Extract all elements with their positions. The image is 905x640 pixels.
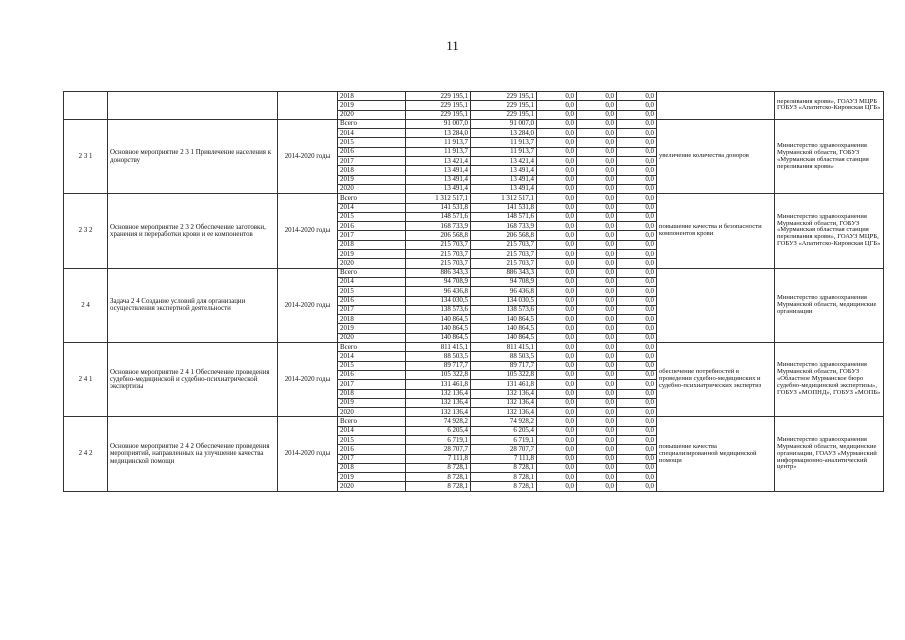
federal-budget-cell: 0,0	[537, 343, 577, 352]
local-budget-cell: 0,0	[577, 380, 617, 389]
other-sources-cell: 0,0	[617, 240, 657, 249]
regional-budget-cell: 13 421,4	[471, 157, 537, 166]
total-cell: 168 733,9	[406, 222, 471, 231]
total-cell: 215 703,7	[406, 259, 471, 268]
other-sources-cell: 0,0	[617, 138, 657, 147]
year-cell: 2018	[338, 240, 406, 249]
expected-result: повышение качества специализированной медицинской помощи	[657, 417, 775, 491]
section-name: Основное мероприятие 2 4 1 Обеспечение проведения судебно-медицинской и судебно-психиатрической экспертизы	[108, 343, 278, 417]
federal-budget-cell: 0,0	[537, 240, 577, 249]
local-budget-cell: 0,0	[577, 324, 617, 333]
local-budget-cell: 0,0	[577, 370, 617, 379]
federal-budget-cell: 0,0	[537, 380, 577, 389]
federal-budget-cell: 0,0	[537, 417, 577, 426]
regional-budget-cell: 140 864,5	[471, 324, 537, 333]
federal-budget-cell: 0,0	[537, 463, 577, 472]
other-sources-cell: 0,0	[617, 398, 657, 407]
local-budget-cell: 0,0	[577, 268, 617, 277]
year-cell: 2014	[338, 203, 406, 212]
regional-budget-cell: 134 030,5	[471, 296, 537, 305]
other-sources-cell: 0,0	[617, 426, 657, 435]
regional-budget-cell: 229 195,1	[471, 101, 537, 110]
year-cell: 2018	[338, 463, 406, 472]
regional-budget-cell: 215 703,7	[471, 259, 537, 268]
regional-budget-cell: 215 703,7	[471, 250, 537, 259]
year-cell: 2019	[338, 324, 406, 333]
regional-budget-cell: 91 007,0	[471, 119, 537, 128]
other-sources-cell: 0,0	[617, 389, 657, 398]
other-sources-cell: 0,0	[617, 315, 657, 324]
local-budget-cell: 0,0	[577, 445, 617, 454]
total-cell: 11 913,7	[406, 147, 471, 156]
year-cell: 2020	[338, 259, 406, 268]
other-sources-cell: 0,0	[617, 268, 657, 277]
local-budget-cell: 0,0	[577, 138, 617, 147]
regional-budget-cell: 89 717,7	[471, 361, 537, 370]
other-sources-cell: 0,0	[617, 101, 657, 110]
year-cell: 2019	[338, 101, 406, 110]
regional-budget-cell: 6 205,4	[471, 426, 537, 435]
federal-budget-cell: 0,0	[537, 259, 577, 268]
responsible-executors: Министерство здравоохранения Мурманской области, ГОБУЗ «Мурманская областная станция переливания крови», ГОАУЗ МЦРБ, ГОБУЗ «Апатитско-Кировская ЦГБ»	[775, 194, 884, 268]
federal-budget-cell: 0,0	[537, 296, 577, 305]
total-cell: 148 571,6	[406, 212, 471, 221]
year-cell: 2017	[338, 305, 406, 314]
year-cell: 2015	[338, 287, 406, 296]
other-sources-cell: 0,0	[617, 333, 657, 342]
federal-budget-cell: 0,0	[537, 435, 577, 444]
year-cell: Всего	[338, 417, 406, 426]
section-period	[278, 92, 338, 120]
expected-result	[657, 92, 775, 120]
other-sources-cell: 0,0	[617, 119, 657, 128]
local-budget-cell: 0,0	[577, 361, 617, 370]
regional-budget-cell: 1 312 517,1	[471, 194, 537, 203]
local-budget-cell: 0,0	[577, 287, 617, 296]
year-cell: 2016	[338, 222, 406, 231]
federal-budget-cell: 0,0	[537, 445, 577, 454]
table-row	[64, 343, 884, 352]
regional-budget-cell: 7 111,8	[471, 454, 537, 463]
total-cell: 13 491,4	[406, 184, 471, 193]
other-sources-cell: 0,0	[617, 380, 657, 389]
federal-budget-cell: 0,0	[537, 315, 577, 324]
other-sources-cell: 0,0	[617, 296, 657, 305]
responsible-executors: переливания крови», ГОАУЗ МЦРБ ГОБУЗ «Апатитско-Кировская ЦГБ»	[775, 92, 884, 120]
expected-result: обеспечение потребностей в проведении судебно-медицинских и судебно-психиатрических экспертиз	[657, 343, 775, 417]
federal-budget-cell: 0,0	[537, 231, 577, 240]
year-cell: 2018	[338, 315, 406, 324]
regional-budget-cell: 6 719,1	[471, 435, 537, 444]
local-budget-cell: 0,0	[577, 398, 617, 407]
regional-budget-cell: 96 436,8	[471, 287, 537, 296]
local-budget-cell: 0,0	[577, 389, 617, 398]
regional-budget-cell: 28 707,7	[471, 445, 537, 454]
year-cell: 2015	[338, 435, 406, 444]
federal-budget-cell: 0,0	[537, 184, 577, 193]
federal-budget-cell: 0,0	[537, 454, 577, 463]
total-cell: 811 415,1	[406, 343, 471, 352]
section-period: 2014-2020 годы	[278, 268, 338, 342]
regional-budget-cell: 886 343,3	[471, 268, 537, 277]
regional-budget-cell: 131 461,8	[471, 380, 537, 389]
other-sources-cell: 0,0	[617, 203, 657, 212]
table-row	[64, 119, 884, 128]
year-cell: 2020	[338, 408, 406, 417]
local-budget-cell: 0,0	[577, 435, 617, 444]
federal-budget-cell: 0,0	[537, 92, 577, 101]
local-budget-cell: 0,0	[577, 333, 617, 342]
local-budget-cell: 0,0	[577, 129, 617, 138]
federal-budget-cell: 0,0	[537, 212, 577, 221]
regional-budget-cell: 138 573,6	[471, 305, 537, 314]
total-cell: 13 284,0	[406, 129, 471, 138]
regional-budget-cell: 8 728,1	[471, 482, 537, 491]
responsible-executors: Министерство здравоохранения Мурманской области, медицинские организации	[775, 268, 884, 342]
local-budget-cell: 0,0	[577, 110, 617, 119]
total-cell: 206 568,8	[406, 231, 471, 240]
local-budget-cell: 0,0	[577, 482, 617, 491]
total-cell: 229 195,1	[406, 92, 471, 101]
section-period: 2014-2020 годы	[278, 119, 338, 193]
year-cell: Всего	[338, 119, 406, 128]
section-name: Основное мероприятие 2 4 2 Обеспечение проведения мероприятий, направленных на улучшение качества медицинской помощи	[108, 417, 278, 491]
federal-budget-cell: 0,0	[537, 194, 577, 203]
year-cell: 2019	[338, 250, 406, 259]
other-sources-cell: 0,0	[617, 324, 657, 333]
year-cell: 2015	[338, 212, 406, 221]
section-code: 2 4	[64, 268, 108, 342]
local-budget-cell: 0,0	[577, 212, 617, 221]
federal-budget-cell: 0,0	[537, 277, 577, 286]
local-budget-cell: 0,0	[577, 473, 617, 482]
other-sources-cell: 0,0	[617, 194, 657, 203]
section-code: 2 4 2	[64, 417, 108, 491]
table-row	[64, 92, 884, 101]
local-budget-cell: 0,0	[577, 92, 617, 101]
total-cell: 89 717,7	[406, 361, 471, 370]
local-budget-cell: 0,0	[577, 194, 617, 203]
federal-budget-cell: 0,0	[537, 129, 577, 138]
federal-budget-cell: 0,0	[537, 389, 577, 398]
responsible-executors: Министерство здравоохранения Мурманской области, ГОБУЗ «Мурманская областная станция переливания крови»	[775, 119, 884, 193]
federal-budget-cell: 0,0	[537, 147, 577, 156]
local-budget-cell: 0,0	[577, 119, 617, 128]
federal-budget-cell: 0,0	[537, 408, 577, 417]
regional-budget-cell: 148 571,6	[471, 212, 537, 221]
section-period: 2014-2020 годы	[278, 194, 338, 268]
other-sources-cell: 0,0	[617, 408, 657, 417]
year-cell: 2016	[338, 147, 406, 156]
other-sources-cell: 0,0	[617, 231, 657, 240]
other-sources-cell: 0,0	[617, 361, 657, 370]
other-sources-cell: 0,0	[617, 343, 657, 352]
regional-budget-cell: 141 531,8	[471, 203, 537, 212]
total-cell: 6 205,4	[406, 426, 471, 435]
total-cell: 1 312 517,1	[406, 194, 471, 203]
regional-budget-cell: 74 928,2	[471, 417, 537, 426]
total-cell: 140 864,5	[406, 315, 471, 324]
other-sources-cell: 0,0	[617, 417, 657, 426]
local-budget-cell: 0,0	[577, 203, 617, 212]
year-cell: 2020	[338, 184, 406, 193]
local-budget-cell: 0,0	[577, 454, 617, 463]
year-cell: 2018	[338, 166, 406, 175]
year-cell: 2016	[338, 296, 406, 305]
regional-budget-cell: 88 503,5	[471, 352, 537, 361]
section-code	[64, 92, 108, 120]
regional-budget-cell: 140 864,5	[471, 315, 537, 324]
year-cell: 2014	[338, 426, 406, 435]
total-cell: 138 573,6	[406, 305, 471, 314]
regional-budget-cell: 215 703,7	[471, 240, 537, 249]
year-cell: Всего	[338, 343, 406, 352]
local-budget-cell: 0,0	[577, 352, 617, 361]
total-cell: 132 136,4	[406, 408, 471, 417]
local-budget-cell: 0,0	[577, 184, 617, 193]
federal-budget-cell: 0,0	[537, 324, 577, 333]
total-cell: 13 491,4	[406, 166, 471, 175]
other-sources-cell: 0,0	[617, 166, 657, 175]
total-cell: 74 928,2	[406, 417, 471, 426]
total-cell: 11 913,7	[406, 138, 471, 147]
total-cell: 7 111,8	[406, 454, 471, 463]
total-cell: 88 503,5	[406, 352, 471, 361]
other-sources-cell: 0,0	[617, 482, 657, 491]
regional-budget-cell: 13 491,4	[471, 184, 537, 193]
total-cell: 13 421,4	[406, 157, 471, 166]
federal-budget-cell: 0,0	[537, 287, 577, 296]
regional-budget-cell: 229 195,1	[471, 92, 537, 101]
year-cell: 2020	[338, 482, 406, 491]
other-sources-cell: 0,0	[617, 250, 657, 259]
federal-budget-cell: 0,0	[537, 203, 577, 212]
total-cell: 6 719,1	[406, 435, 471, 444]
year-cell: 2019	[338, 175, 406, 184]
local-budget-cell: 0,0	[577, 231, 617, 240]
federal-budget-cell: 0,0	[537, 175, 577, 184]
local-budget-cell: 0,0	[577, 277, 617, 286]
expected-result	[657, 268, 775, 342]
year-cell: 2019	[338, 398, 406, 407]
regional-budget-cell: 811 415,1	[471, 343, 537, 352]
federal-budget-cell: 0,0	[537, 138, 577, 147]
section-code: 2 4 1	[64, 343, 108, 417]
other-sources-cell: 0,0	[617, 277, 657, 286]
total-cell: 105 322,8	[406, 370, 471, 379]
year-cell: 2014	[338, 129, 406, 138]
regional-budget-cell: 132 136,4	[471, 389, 537, 398]
total-cell: 94 708,9	[406, 277, 471, 286]
table-row	[64, 194, 884, 203]
total-cell: 132 136,4	[406, 398, 471, 407]
federal-budget-cell: 0,0	[537, 119, 577, 128]
other-sources-cell: 0,0	[617, 473, 657, 482]
other-sources-cell: 0,0	[617, 110, 657, 119]
federal-budget-cell: 0,0	[537, 482, 577, 491]
other-sources-cell: 0,0	[617, 129, 657, 138]
program-funding-table	[63, 91, 884, 492]
expected-result: увеличение количества доноров	[657, 119, 775, 193]
other-sources-cell: 0,0	[617, 463, 657, 472]
year-cell: 2016	[338, 370, 406, 379]
regional-budget-cell: 140 864,5	[471, 333, 537, 342]
local-budget-cell: 0,0	[577, 175, 617, 184]
federal-budget-cell: 0,0	[537, 361, 577, 370]
local-budget-cell: 0,0	[577, 305, 617, 314]
year-cell: 2017	[338, 157, 406, 166]
section-name: Основное мероприятие 2 3 2 Обеспечение заготовки, хранения и переработки крови и ее компонентов	[108, 194, 278, 268]
section-code: 2 3 2	[64, 194, 108, 268]
other-sources-cell: 0,0	[617, 92, 657, 101]
regional-budget-cell: 206 568,8	[471, 231, 537, 240]
year-cell: 2018	[338, 92, 406, 101]
other-sources-cell: 0,0	[617, 454, 657, 463]
regional-budget-cell: 132 136,4	[471, 398, 537, 407]
federal-budget-cell: 0,0	[537, 426, 577, 435]
total-cell: 886 343,3	[406, 268, 471, 277]
year-cell: Всего	[338, 268, 406, 277]
federal-budget-cell: 0,0	[537, 352, 577, 361]
other-sources-cell: 0,0	[617, 445, 657, 454]
year-cell: 2016	[338, 445, 406, 454]
total-cell: 96 436,8	[406, 287, 471, 296]
local-budget-cell: 0,0	[577, 296, 617, 305]
year-cell: Всего	[338, 194, 406, 203]
other-sources-cell: 0,0	[617, 175, 657, 184]
local-budget-cell: 0,0	[577, 259, 617, 268]
section-period: 2014-2020 годы	[278, 417, 338, 491]
local-budget-cell: 0,0	[577, 315, 617, 324]
local-budget-cell: 0,0	[577, 222, 617, 231]
regional-budget-cell: 94 708,9	[471, 277, 537, 286]
page-number: 11	[446, 38, 459, 53]
local-budget-cell: 0,0	[577, 157, 617, 166]
regional-budget-cell: 132 136,4	[471, 408, 537, 417]
year-cell: 2017	[338, 454, 406, 463]
year-cell: 2017	[338, 231, 406, 240]
regional-budget-cell: 13 491,4	[471, 166, 537, 175]
federal-budget-cell: 0,0	[537, 268, 577, 277]
year-cell: 2015	[338, 138, 406, 147]
responsible-executors: Министерство здравоохранения Мурманской области, медицинские организации, ГОАУЗ «Мурманский информационно-аналитический центр»	[775, 417, 884, 491]
total-cell: 229 195,1	[406, 101, 471, 110]
regional-budget-cell: 11 913,7	[471, 138, 537, 147]
regional-budget-cell: 229 195,1	[471, 110, 537, 119]
local-budget-cell: 0,0	[577, 250, 617, 259]
total-cell: 134 030,5	[406, 296, 471, 305]
total-cell: 215 703,7	[406, 240, 471, 249]
other-sources-cell: 0,0	[617, 184, 657, 193]
section-name	[108, 92, 278, 120]
federal-budget-cell: 0,0	[537, 370, 577, 379]
regional-budget-cell: 8 728,1	[471, 473, 537, 482]
regional-budget-cell: 8 728,1	[471, 463, 537, 472]
expected-result: повышение качества и безопасности компонентов крови	[657, 194, 775, 268]
total-cell: 28 707,7	[406, 445, 471, 454]
total-cell: 131 461,8	[406, 380, 471, 389]
year-cell: 2020	[338, 110, 406, 119]
regional-budget-cell: 105 322,8	[471, 370, 537, 379]
total-cell: 13 491,4	[406, 175, 471, 184]
total-cell: 141 531,8	[406, 203, 471, 212]
local-budget-cell: 0,0	[577, 417, 617, 426]
section-name: Основное мероприятие 2 3 1 Привлечение населения к донорству	[108, 119, 278, 193]
local-budget-cell: 0,0	[577, 101, 617, 110]
other-sources-cell: 0,0	[617, 435, 657, 444]
other-sources-cell: 0,0	[617, 157, 657, 166]
federal-budget-cell: 0,0	[537, 250, 577, 259]
federal-budget-cell: 0,0	[537, 398, 577, 407]
other-sources-cell: 0,0	[617, 352, 657, 361]
other-sources-cell: 0,0	[617, 305, 657, 314]
local-budget-cell: 0,0	[577, 463, 617, 472]
year-cell: 2020	[338, 333, 406, 342]
federal-budget-cell: 0,0	[537, 222, 577, 231]
federal-budget-cell: 0,0	[537, 101, 577, 110]
federal-budget-cell: 0,0	[537, 166, 577, 175]
federal-budget-cell: 0,0	[537, 110, 577, 119]
regional-budget-cell: 11 913,7	[471, 147, 537, 156]
other-sources-cell: 0,0	[617, 287, 657, 296]
local-budget-cell: 0,0	[577, 343, 617, 352]
local-budget-cell: 0,0	[577, 166, 617, 175]
local-budget-cell: 0,0	[577, 426, 617, 435]
section-period: 2014-2020 годы	[278, 343, 338, 417]
total-cell: 140 864,5	[406, 324, 471, 333]
federal-budget-cell: 0,0	[537, 157, 577, 166]
year-cell: 2014	[338, 277, 406, 286]
regional-budget-cell: 168 733,9	[471, 222, 537, 231]
federal-budget-cell: 0,0	[537, 305, 577, 314]
total-cell: 91 007,0	[406, 119, 471, 128]
other-sources-cell: 0,0	[617, 212, 657, 221]
table-row	[64, 268, 884, 277]
federal-budget-cell: 0,0	[537, 333, 577, 342]
total-cell: 229 195,1	[406, 110, 471, 119]
other-sources-cell: 0,0	[617, 222, 657, 231]
federal-budget-cell: 0,0	[537, 473, 577, 482]
section-code: 2 3 1	[64, 119, 108, 193]
year-cell: 2018	[338, 389, 406, 398]
other-sources-cell: 0,0	[617, 147, 657, 156]
regional-budget-cell: 13 284,0	[471, 129, 537, 138]
table-row	[64, 417, 884, 426]
local-budget-cell: 0,0	[577, 408, 617, 417]
total-cell: 132 136,4	[406, 389, 471, 398]
local-budget-cell: 0,0	[577, 147, 617, 156]
year-cell: 2014	[338, 352, 406, 361]
year-cell: 2019	[338, 473, 406, 482]
local-budget-cell: 0,0	[577, 240, 617, 249]
year-cell: 2017	[338, 380, 406, 389]
section-name: Задача 2 4 Создание условий для организации осуществления экспертной деятельности	[108, 268, 278, 342]
total-cell: 8 728,1	[406, 473, 471, 482]
total-cell: 215 703,7	[406, 250, 471, 259]
other-sources-cell: 0,0	[617, 259, 657, 268]
total-cell: 140 864,5	[406, 333, 471, 342]
total-cell: 8 728,1	[406, 463, 471, 472]
regional-budget-cell: 13 491,4	[471, 175, 537, 184]
responsible-executors: Министерство здравоохранения Мурманской области, ГОБУЗ «Областное Мурманское бюро судебно-медицинской экспертизы», ГОБУЗ «МОПНД», ГОБУЗ «МОПБ»	[775, 343, 884, 417]
total-cell: 8 728,1	[406, 482, 471, 491]
year-cell: 2015	[338, 361, 406, 370]
other-sources-cell: 0,0	[617, 370, 657, 379]
